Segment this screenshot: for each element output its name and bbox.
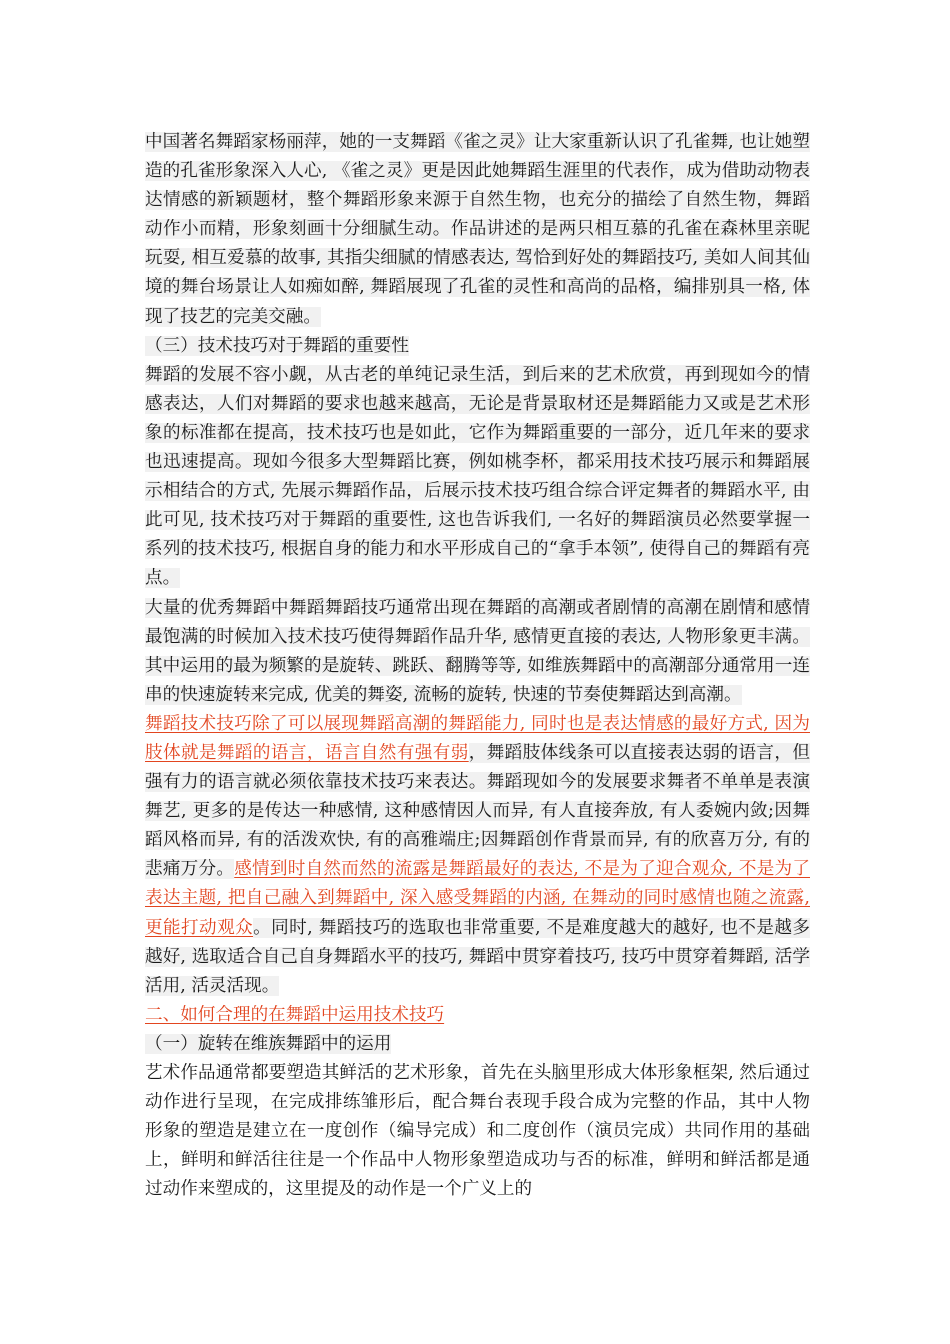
paragraph-peacock-text: 中国著名舞蹈家杨丽萍，她的一支舞蹈《雀之灵》让大家重新认识了孔雀舞, 也让她塑造的孔雀形象深入人心, 《雀之灵》更是因此她舞蹈生涯里的代表作，成为借助动物表达情感的新颖题材，整个舞蹈形象来源于自然生物，也充分的描绘了自然生物，舞蹈动作小而精，形象刻画十分细腻生动。作品讲述的是两只相互慕的孔雀在森林里亲昵玩耍, 相互爱慕的故事, 其指尖细腻的情感表达, 驾恰到好处的舞蹈技巧, 美如人间其仙境的舞台场景让人如痴如醉, 舞蹈展现了孔雀的灵性和高尚的品格，编排别具一格, 体现了技艺的完美交融。 <box>145 132 810 327</box>
paragraph-emotion <box>145 710 810 1001</box>
emphasis-text-1: 舞蹈技术技巧除了可以展现舞蹈高潮的舞蹈能力, 同时也是表达情感的最好方式, 因为肢体就是舞蹈的语言，语言自然有强有弱 <box>145 713 810 763</box>
paragraph-climax <box>145 594 810 710</box>
paragraph-art-image <box>145 1059 810 1204</box>
paragraph-importance <box>145 361 810 594</box>
subsection-heading-rotation <box>145 1030 810 1059</box>
emphasis-text-2: 感情到时自然而然的流露是舞蹈最好的表达, 不是为了迎合观众, 不是为了表达主题, 把自己融入到舞蹈中, 深入感受舞蹈的内涵, 在舞动的同时感情也随之流露, 更能打动观众 <box>145 859 810 938</box>
paragraph-art-image-text: 艺术作品通常都要塑造其鲜活的艺术形象，首先在头脑里形成大体形象框架, 然后通过动作进行呈现，在完成排练雏形后，配合舞台表现手段合成为完整的作品，其中人物形象的塑造是建立在一度创作（编导完成）和二度创作（演员完成）共同作用的基础上，鲜明和鲜活往往是一个作品中人物形象塑造成功与否的标准，鲜明和鲜活都是通过动作来塑成的，这里提及的动作是一个广义上的 <box>145 1063 810 1200</box>
section-heading-importance <box>145 332 810 361</box>
paragraph-climax-text: 大量的优秀舞蹈中舞蹈舞蹈技巧通常出现在舞蹈的高潮或者剧情的高潮在剧情和感情最饱满的时候加入技术技巧使得舞蹈作品升华, 感情更直接的表达, 人物形象更丰满。其中运用的最为频繁的是旋转、跳跃、翻腾等等, 如维族舞蹈中的高潮部分通常用一连串的快速旋转来完成, 优美的舞姿, 流畅的旋转, 快速的节奏使舞蹈达到高潮。 <box>145 597 810 705</box>
section-heading-application <box>145 1001 810 1030</box>
section-heading-application-text: 二、如何合理的在舞蹈中运用技术技巧 <box>145 1004 445 1025</box>
document-body <box>145 128 810 1204</box>
section-heading-importance-text: （三）技术技巧对于舞蹈的重要性 <box>145 335 409 356</box>
paragraph-emotion-end: 。同时, 舞蹈技巧的选取也非常重要, 不是难度越大的越好, 也不是越多越好, 选取适合自己自身舞蹈水平的技巧, 舞蹈中贯穿着技巧, 技巧中贯穿着舞蹈, 活学活用, 活灵活现。 <box>145 917 810 996</box>
paragraph-peacock <box>145 128 810 332</box>
subsection-heading-rotation-text: （一）旋转在维族舞蹈中的运用 <box>145 1033 392 1054</box>
paragraph-emotion-text: ，舞蹈肢体线条可以直接表达弱的语言，但强有力的语言就必须依靠技术技巧来表达。舞蹈现如今的发展要求舞者不单单是表演舞艺, 更多的是传达一种感情, 这种感情因人而异, 有人直接奔放, 有人委婉内敛;因舞蹈风格而异, 有的活泼欢快, 有的高雅端庄;因舞蹈创作背景而异, 有的欣喜万分, 有的悲痛万分。 <box>145 742 810 880</box>
paragraph-importance-text: 舞蹈的发展不容小觑，从古老的单纯记录生活，到后来的艺术欣赏，再到现如今的情感表达，人们对舞蹈的要求也越来越高，无论是背景取材还是舞蹈能力又或是艺术形象的标准都在提高，技术技巧也是如此，它作为舞蹈重要的一部分，近几年来的要求也迅速提高。现如今很多大型舞蹈比赛，例如桃李杯，都采用技术技巧展示和舞蹈展示相结合的方式, 先展示舞蹈作品，后展示技术技巧组合综合评定舞者的舞蹈水平, 由此可见, 技术技巧对于舞蹈的重要性, 这也告诉我们, 一名好的舞蹈演员必然要掌握一系列的技术技巧, 根据自身的能力和水平形成自己的“拿手本领”, 使得自己的舞蹈有亮点。 <box>145 364 810 589</box>
